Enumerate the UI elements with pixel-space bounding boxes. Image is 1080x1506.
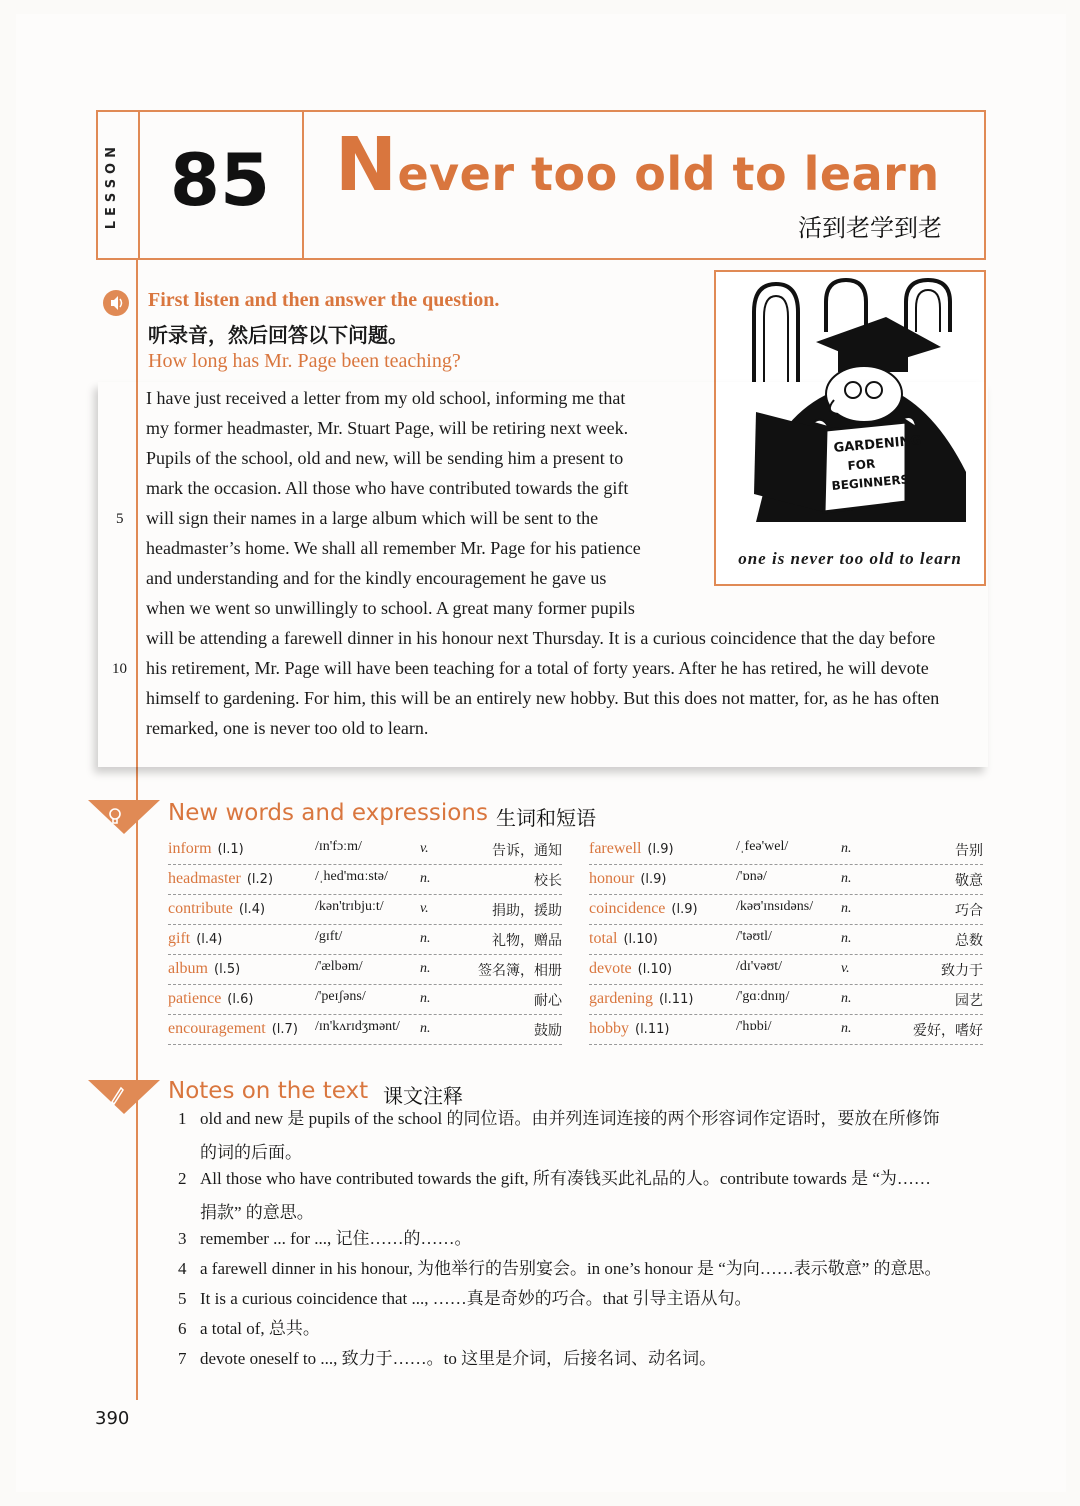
vocab-row bbox=[589, 924, 983, 955]
passage-line: will sign their names in a large album which will be sent to the bbox=[146, 508, 599, 528]
note-item: 4 a farewell dinner in his honour, 为他举行的告别宴会。in one’s honour 是 “为向……表示敬意” 的意思。 bbox=[178, 1259, 942, 1278]
vocab-word: gardening (l.11) bbox=[589, 990, 694, 1007]
note-item: 2 All those who have contributed towards the gift, 所有凑钱买此礼品的人。contribute towards 是 “为…… bbox=[178, 1169, 931, 1188]
note-continuation: 捐款” 的意思。 bbox=[200, 1203, 314, 1222]
vocab-row bbox=[589, 834, 983, 865]
vocab-line-ref: (l.10) bbox=[637, 962, 673, 977]
vocab-word: coincidence (l.9) bbox=[589, 900, 698, 917]
vocab-line-ref: (l.5) bbox=[214, 962, 241, 977]
vocab-meaning: 鼓励 bbox=[534, 1023, 562, 1039]
vocab-word: headmaster (l.2) bbox=[168, 870, 274, 887]
note-item: 5 It is a curious coincidence that ..., ……真是奇妙的巧合。that 引导主语从句。 bbox=[178, 1289, 752, 1308]
vocab-row bbox=[589, 1014, 983, 1045]
vocab-meaning: 致力于 bbox=[941, 963, 983, 979]
vocab-row bbox=[589, 894, 983, 925]
lesson-number: 85 bbox=[169, 138, 271, 222]
vocab-meaning: 耐心 bbox=[534, 993, 562, 1009]
vocab-meaning: 总数 bbox=[955, 933, 983, 949]
lesson-subtitle: 活到老学到老 bbox=[798, 214, 942, 242]
speaker-icon bbox=[103, 290, 129, 316]
page-number: 390 bbox=[95, 1408, 130, 1429]
vocab-meaning: 巧合 bbox=[955, 903, 983, 919]
note-item: 3 remember ... for ..., 记住……的……。 bbox=[178, 1229, 472, 1248]
passage-line: remarked, one is never too old to learn. bbox=[146, 718, 429, 738]
passage-line: headmaster’s home. We shall all remember Mr. Page for his patience bbox=[146, 538, 641, 558]
passage-line: and understanding and for the kindly encouragement he gave us bbox=[146, 568, 607, 588]
vocab-meaning: 校长 bbox=[534, 873, 562, 889]
vocab-meaning: 礼物，赠品 bbox=[492, 933, 562, 949]
illustration-caption: one is never too old to learn bbox=[738, 549, 962, 568]
vocab-line-ref: (l.9) bbox=[640, 872, 667, 887]
vocab-word: gift (l.4) bbox=[168, 930, 223, 947]
vocab-line-ref: (l.4) bbox=[238, 902, 266, 917]
vocab-part-of-speech: n. bbox=[841, 931, 852, 946]
svg-text:GARDENING: GARDENING bbox=[833, 433, 922, 456]
vocab-word: inform (l.1) bbox=[168, 840, 244, 857]
vocab-word: honour (l.9) bbox=[589, 870, 667, 887]
vocab-part-of-speech: n. bbox=[841, 871, 852, 886]
vocab-line-ref: (l.11) bbox=[658, 992, 694, 1007]
passage-line: when we went so unwillingly to school. A great many former pupils bbox=[146, 598, 635, 618]
vocab-part-of-speech: n. bbox=[841, 991, 852, 1006]
lesson-label: LESSON bbox=[104, 142, 119, 230]
vocab-part-of-speech: v. bbox=[420, 841, 429, 856]
vocab-heading-cn: 生词和短语 bbox=[496, 806, 596, 830]
vocab-phonetic: /dɪ'vəʊt/ bbox=[736, 959, 782, 974]
vocab-line-ref: (l.7) bbox=[271, 1022, 298, 1037]
vocab-meaning: 敬意 bbox=[955, 873, 983, 889]
vocab-heading-marker bbox=[88, 800, 160, 834]
vocab-phonetic: /'təʊtl/ bbox=[736, 929, 772, 944]
vocab-part-of-speech: v. bbox=[420, 901, 429, 916]
vocab-row bbox=[168, 864, 562, 895]
vocab-line-ref: (l.10) bbox=[623, 932, 658, 947]
vocab-phonetic: /kəʊ'ɪnsɪdəns/ bbox=[736, 899, 814, 914]
vocab-word: encouragement (l.7) bbox=[168, 1020, 298, 1037]
vocab-part-of-speech: n. bbox=[420, 991, 431, 1006]
vocab-phonetic: /ɪn'kʌrɪdʒmənt/ bbox=[315, 1019, 400, 1034]
lesson-title bbox=[335, 122, 940, 208]
notes-heading: Notes on the text bbox=[168, 1078, 369, 1104]
vocab-part-of-speech: n. bbox=[420, 1021, 431, 1036]
vocab-word: patience (l.6) bbox=[168, 990, 254, 1007]
vocab-meaning: 捐助，援助 bbox=[492, 903, 562, 919]
vocab-part-of-speech: n. bbox=[420, 931, 431, 946]
passage-line: I have just received a letter from my old school, informing me that bbox=[146, 388, 626, 408]
vocab-phonetic: /'peɪʃəns/ bbox=[315, 989, 366, 1004]
line-number: 5 bbox=[116, 511, 124, 527]
vocab-part-of-speech: n. bbox=[841, 1021, 852, 1036]
vocab-phonetic: /ˌfeə'wel/ bbox=[736, 839, 789, 854]
passage-line: mark the occasion. All those who have contributed towards the gift bbox=[146, 478, 629, 498]
listen-instruction: First listen and then answer the question. bbox=[148, 289, 500, 311]
vocab-heading: New words and expressions bbox=[168, 800, 488, 826]
passage-line: Pupils of the school, old and new, will be sending him a present to bbox=[146, 448, 624, 468]
listen-instruction-cn: 听录音，然后回答以下问题。 bbox=[148, 325, 408, 347]
vocab-phonetic: /gɪft/ bbox=[315, 929, 343, 944]
line-number: 10 bbox=[112, 661, 127, 677]
vocab-line-ref: (l.2) bbox=[246, 872, 274, 887]
vocab-part-of-speech: n. bbox=[420, 871, 431, 886]
passage-line: himself to gardening. For him, this will be an entirely new hobby. But this does not matter, for, as he has often bbox=[146, 688, 940, 708]
vocab-phonetic: /kən'trɪbjuːt/ bbox=[315, 899, 384, 914]
vocab-row bbox=[168, 954, 562, 985]
vocab-part-of-speech: v. bbox=[841, 961, 850, 976]
notes-heading-cn: 课文注释 bbox=[383, 1084, 463, 1108]
vocab-part-of-speech: n. bbox=[841, 841, 852, 856]
svg-text:BEGINNERS: BEGINNERS bbox=[831, 472, 910, 493]
vocab-word: hobby (l.11) bbox=[589, 1020, 670, 1037]
passage-line: will be attending a farewell dinner in his honour next Thursday. It is a curious coincidence that the day before bbox=[146, 628, 936, 648]
vocab-phonetic: /ˌhed'mɑːstə/ bbox=[315, 869, 388, 884]
svg-text:FOR: FOR bbox=[847, 456, 876, 473]
vocab-row bbox=[168, 894, 562, 925]
passage-line: his retirement, Mr. Page will have been teaching for a total of forty years. After he has retired, he will devote bbox=[146, 658, 929, 678]
vocab-row bbox=[589, 864, 983, 895]
vocab-row bbox=[589, 954, 983, 985]
vocab-line-ref: (l.11) bbox=[635, 1022, 670, 1037]
vocab-phonetic: /'gɑːdnɪŋ/ bbox=[736, 989, 790, 1004]
vocab-line-ref: (l.1) bbox=[217, 842, 244, 857]
vocab-row bbox=[589, 984, 983, 1015]
vocab-meaning: 园艺 bbox=[955, 993, 983, 1009]
note-item: 7 devote oneself to ..., 致力于……。to 这里是介词，后接名词、动名词。 bbox=[178, 1349, 717, 1368]
vocab-word: total (l.10) bbox=[589, 930, 658, 947]
vocab-word: devote (l.10) bbox=[589, 960, 673, 977]
vocab-word: album (l.5) bbox=[168, 960, 241, 977]
vocab-meaning: 签名簿，相册 bbox=[478, 963, 562, 979]
vocab-meaning: 告诉，通知 bbox=[492, 843, 562, 859]
vocab-row bbox=[168, 834, 562, 865]
title-initial: N bbox=[335, 122, 398, 208]
lesson-number-cell bbox=[138, 112, 304, 258]
passage-line: my former headmaster, Mr. Stuart Page, will be retiring next week. bbox=[146, 418, 629, 438]
note-item: 1 old and new 是 pupils of the school 的同位语。由并列连词连接的两个形容词作定语时，要放在所修饰 bbox=[178, 1109, 940, 1128]
vocab-word: contribute (l.4) bbox=[168, 900, 266, 917]
title-rest: ever too old to learn bbox=[397, 147, 940, 201]
vocab-phonetic: /'ɒnə/ bbox=[736, 869, 767, 884]
pen-icon bbox=[108, 1084, 126, 1111]
comprehension-question: How long has Mr. Page been teaching? bbox=[148, 350, 461, 372]
vocab-part-of-speech: n. bbox=[420, 961, 431, 976]
lesson-label-cell bbox=[98, 112, 140, 258]
vocab-line-ref: (l.6) bbox=[227, 992, 254, 1007]
vocab-line-ref: (l.9) bbox=[671, 902, 698, 917]
vocab-row bbox=[168, 984, 562, 1015]
vocab-line-ref: (l.9) bbox=[647, 842, 674, 857]
vocab-meaning: 爱好，嗜好 bbox=[913, 1023, 983, 1039]
note-item: 6 a total of, 总共。 bbox=[178, 1319, 320, 1338]
vocab-part-of-speech: n. bbox=[841, 901, 852, 916]
vocab-word: farewell (l.9) bbox=[589, 840, 674, 857]
lightbulb-icon bbox=[106, 806, 124, 831]
vocab-phonetic: /'ælbəm/ bbox=[315, 959, 363, 974]
vocab-row bbox=[168, 1014, 562, 1045]
vocab-row bbox=[168, 924, 562, 955]
note-continuation: 的词的后面。 bbox=[200, 1143, 302, 1162]
vocab-phonetic: /'hɒbi/ bbox=[736, 1019, 772, 1034]
vocab-phonetic: /ɪn'fɔːm/ bbox=[315, 839, 362, 854]
vocab-meaning: 告别 bbox=[955, 843, 983, 859]
vocab-line-ref: (l.4) bbox=[196, 932, 223, 947]
